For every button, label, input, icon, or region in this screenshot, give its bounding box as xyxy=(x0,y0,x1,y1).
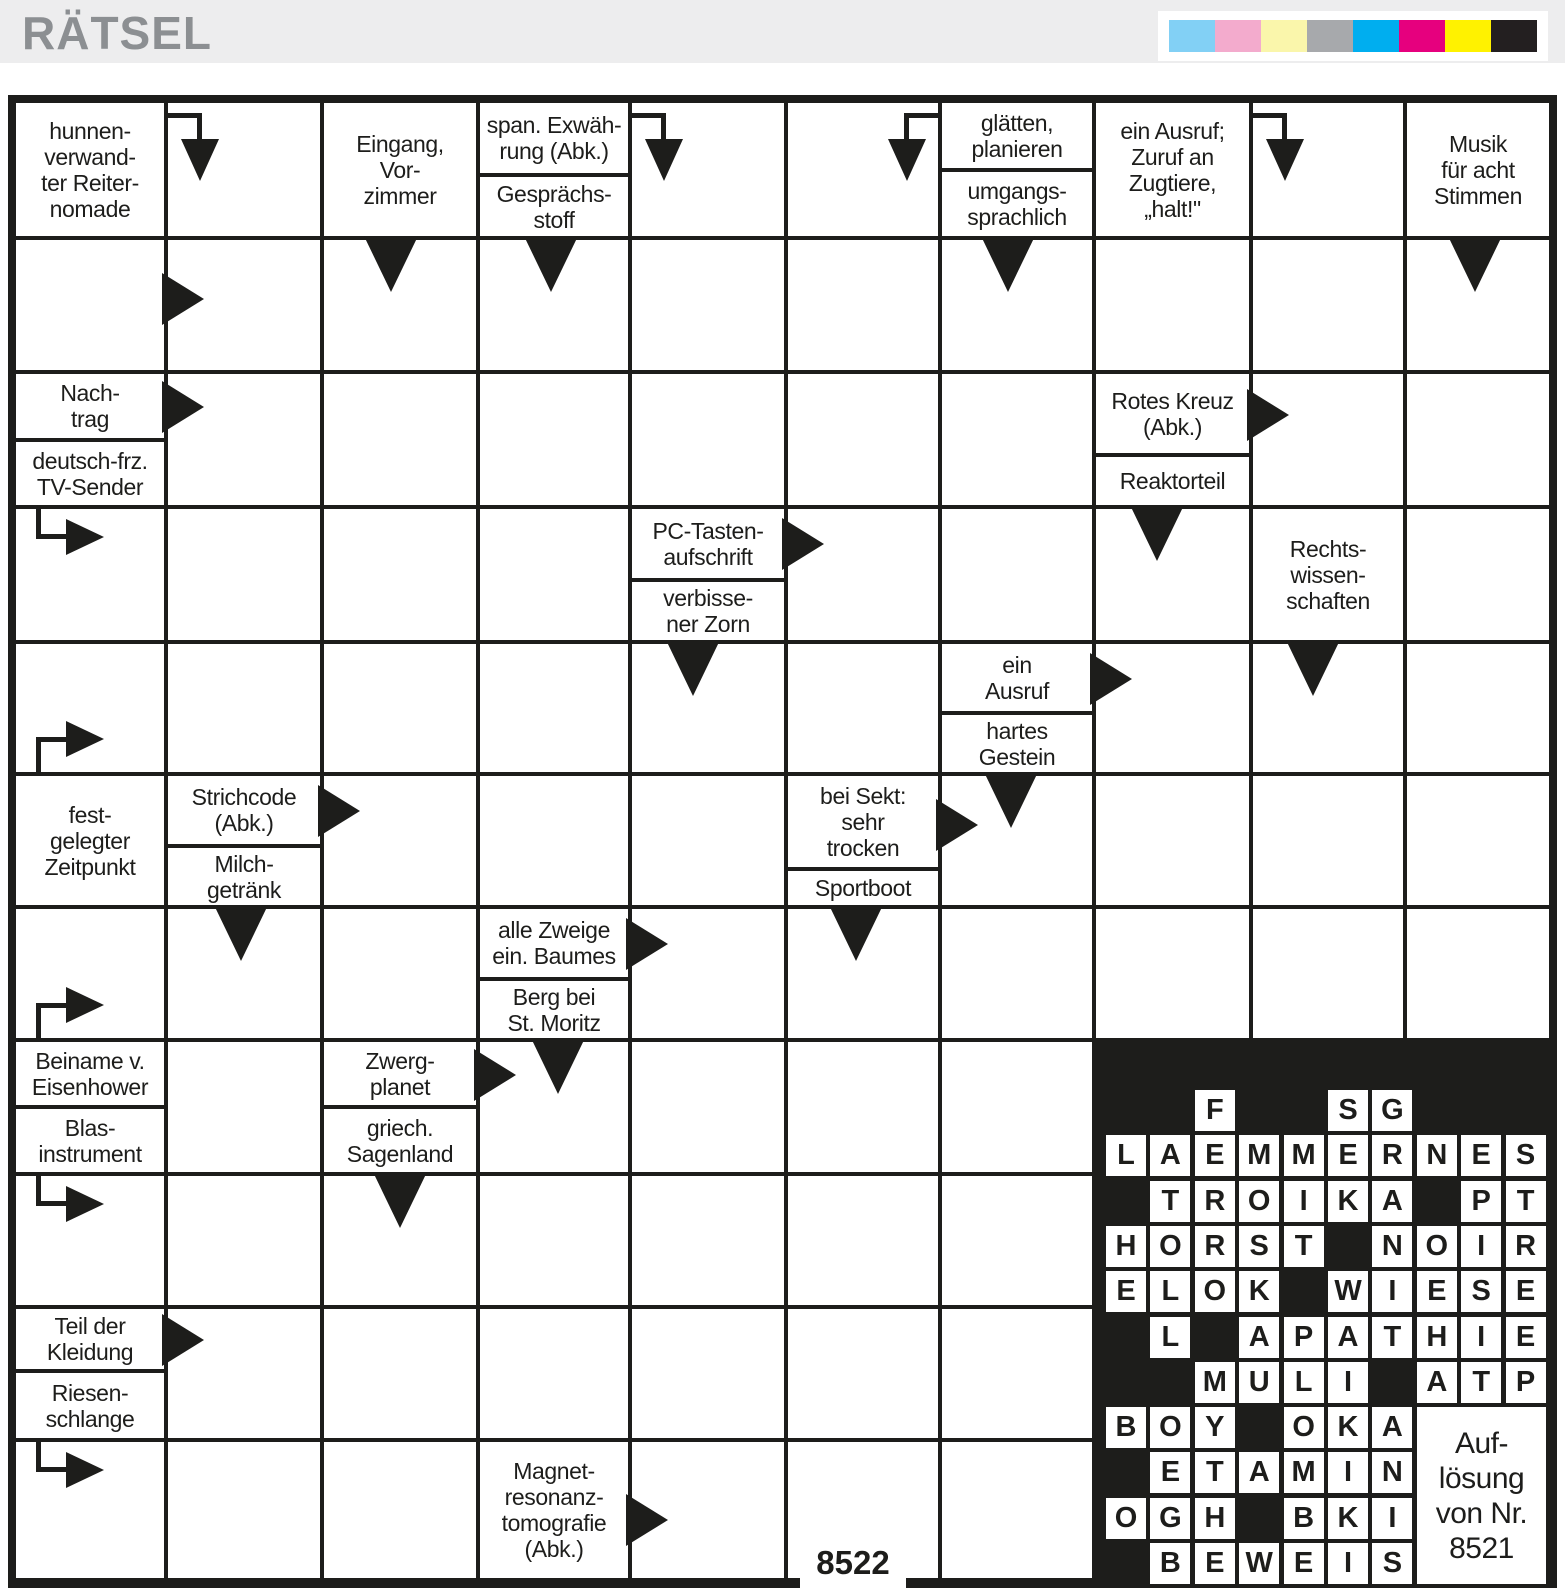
answer-cell[interactable] xyxy=(942,1309,1092,1438)
clue-text: fest- gelegter Zeitpunkt xyxy=(16,776,164,905)
clue-text: Gesprächs- stoff xyxy=(480,177,628,236)
solution-letter-cell: G xyxy=(1150,1498,1190,1539)
bent-line xyxy=(661,113,666,141)
bent-head xyxy=(1266,139,1304,181)
solution-letter-cell: I xyxy=(1461,1317,1501,1358)
clue-text: Berg bei St. Moritz xyxy=(480,981,628,1038)
clue-text: griech. Sagenland xyxy=(324,1109,476,1172)
solution-letter-cell: O xyxy=(1239,1181,1279,1222)
answer-cell[interactable] xyxy=(1253,776,1403,905)
solution-letter-cell: S xyxy=(1328,1090,1368,1131)
solution-letter-cell: E xyxy=(1417,1271,1457,1312)
bent-line xyxy=(904,113,942,118)
solution-letter-cell: E xyxy=(1150,1452,1190,1493)
clue-text: Riesen- schlange xyxy=(16,1373,164,1438)
solution-letter-cell: K xyxy=(1328,1407,1368,1448)
down-arrow-icon xyxy=(531,1038,585,1094)
solution-letter-cell: T xyxy=(1372,1317,1412,1358)
solution-letter-cell: E xyxy=(1506,1317,1546,1358)
down-arrow-icon xyxy=(1130,505,1184,561)
down-arrow-icon xyxy=(981,236,1035,292)
solution-letter-cell: E xyxy=(1106,1271,1146,1312)
clue-text: Teil der Kleidung xyxy=(16,1309,164,1369)
answer-cell[interactable] xyxy=(324,644,476,772)
solution-letter-cell: A xyxy=(1239,1452,1279,1493)
across-arrow-icon xyxy=(936,799,978,851)
bent-line xyxy=(197,113,202,141)
solution-letter-cell: O xyxy=(1150,1226,1190,1267)
solution-letter-cell: H xyxy=(1106,1226,1146,1267)
clue-text: Milch- getränk xyxy=(168,848,320,905)
answer-cell[interactable] xyxy=(788,240,938,370)
solution-letter-cell: E xyxy=(1506,1271,1546,1312)
answer-cell[interactable] xyxy=(16,240,164,370)
clue-text: PC-Tasten- aufschrift xyxy=(632,509,784,578)
solution-letter-cell: O xyxy=(1106,1498,1146,1539)
answer-cell[interactable] xyxy=(1253,240,1403,370)
bent-line xyxy=(904,113,909,141)
across-arrow-icon xyxy=(1090,653,1132,705)
answer-cell[interactable] xyxy=(788,1042,938,1172)
answer-cell[interactable] xyxy=(1253,909,1403,1038)
answer-cell[interactable] xyxy=(168,644,320,772)
clue-cell xyxy=(632,509,784,640)
answer-cell[interactable] xyxy=(942,1442,1092,1578)
solution-letter-cell: E xyxy=(1461,1135,1501,1176)
clue-cell xyxy=(788,776,938,905)
clue-text: hunnen- verwand- ter Reiter- nomade xyxy=(16,103,164,236)
solution-letter-cell: S xyxy=(1372,1543,1412,1584)
bent-line xyxy=(36,534,66,539)
bent-line xyxy=(36,1008,41,1042)
color-swatch xyxy=(1399,20,1445,52)
answer-cell[interactable] xyxy=(324,909,476,1038)
solution-letter-cell: N xyxy=(1372,1452,1412,1493)
solution-letter-cell: M xyxy=(1239,1135,1279,1176)
bent-head xyxy=(181,139,219,181)
solution-letter-cell: B xyxy=(1106,1407,1146,1448)
solution-letter-cell: W xyxy=(1328,1271,1368,1312)
answer-cell[interactable] xyxy=(324,509,476,640)
clue-text: ein Ausruf xyxy=(942,644,1092,711)
solution-letter-cell: P xyxy=(1461,1181,1501,1222)
clue-text: Reaktorteil xyxy=(1096,457,1249,505)
answer-cell[interactable] xyxy=(632,240,784,370)
bent-line xyxy=(36,1201,66,1206)
down-arrow-icon xyxy=(214,905,268,961)
clue-text: span. Exwäh- rung (Abk.) xyxy=(480,103,628,173)
color-swatch xyxy=(1307,20,1353,52)
bent-line xyxy=(36,742,41,776)
clue-cell xyxy=(16,776,164,905)
across-arrow-icon xyxy=(318,785,360,837)
across-arrow-icon xyxy=(162,381,204,433)
clue-cell xyxy=(942,644,1092,772)
clue-text: Nach- trag xyxy=(16,374,164,438)
clue-cell xyxy=(1253,509,1403,640)
clue-text: Strichcode (Abk.) xyxy=(168,776,320,844)
solution-letter-cell: T xyxy=(1506,1181,1546,1222)
solution-letter-cell: E xyxy=(1284,1543,1324,1584)
answer-cell[interactable] xyxy=(480,1176,628,1305)
solution-label: Auf- lösung von Nr. 8521 xyxy=(1417,1407,1546,1584)
solution-letter-cell: T xyxy=(1150,1181,1190,1222)
solution-letter-cell: I xyxy=(1372,1498,1412,1539)
solution-letter-cell: M xyxy=(1195,1362,1235,1403)
solution-letter-cell: I xyxy=(1328,1452,1368,1493)
solution-letter-cell: A xyxy=(1372,1181,1412,1222)
clue-text: Musik für acht Stimmen xyxy=(1407,103,1549,236)
answer-cell[interactable] xyxy=(1096,909,1249,1038)
solution-letter-cell: R xyxy=(1195,1181,1235,1222)
answer-cell[interactable] xyxy=(1407,909,1549,1038)
clue-cell xyxy=(324,103,476,236)
answer-cell[interactable] xyxy=(480,776,628,905)
answer-cell[interactable] xyxy=(942,1176,1092,1305)
solution-letter-cell: Y xyxy=(1195,1407,1235,1448)
solution-letter-cell: R xyxy=(1372,1135,1412,1176)
bent-line xyxy=(1282,113,1287,141)
solution-letter-cell: I xyxy=(1461,1226,1501,1267)
clue-cell xyxy=(480,1442,628,1578)
solution-letter-cell: E xyxy=(1195,1543,1235,1584)
solution-letter-cell: A xyxy=(1372,1407,1412,1448)
answer-cell[interactable] xyxy=(480,509,628,640)
solution-letter-cell: O xyxy=(1284,1407,1324,1448)
across-arrow-icon xyxy=(626,1494,668,1546)
solution-letter-cell: L xyxy=(1150,1317,1190,1358)
down-arrow-icon xyxy=(373,1172,427,1228)
solution-letter-cell: A xyxy=(1150,1135,1190,1176)
solution-letter-cell: N xyxy=(1417,1135,1457,1176)
color-swatch xyxy=(1491,20,1537,52)
answer-cell[interactable] xyxy=(480,1309,628,1438)
bent-line xyxy=(36,1467,66,1472)
clue-cell xyxy=(480,103,628,236)
clue-cell xyxy=(168,776,320,905)
clue-text: hartes Gestein xyxy=(942,715,1092,772)
color-swatch xyxy=(1353,20,1399,52)
answer-cell[interactable] xyxy=(788,1176,938,1305)
bent-head xyxy=(888,139,926,181)
color-swatch xyxy=(1445,20,1491,52)
clue-cell xyxy=(16,103,164,236)
clue-text: Beiname v. Eisenhower xyxy=(16,1042,164,1105)
solution-letter-cell: R xyxy=(1506,1226,1546,1267)
solution-letter-cell: I xyxy=(1284,1181,1324,1222)
color-swatches xyxy=(1169,20,1537,52)
solution-letter-cell: S xyxy=(1239,1226,1279,1267)
answer-cell[interactable] xyxy=(632,1042,784,1172)
solution-letter-cell: I xyxy=(1328,1543,1368,1584)
solution-letter-cell: W xyxy=(1239,1543,1279,1584)
answer-cell[interactable] xyxy=(788,644,938,772)
answer-cell[interactable] xyxy=(168,1176,320,1305)
across-arrow-icon xyxy=(162,273,204,325)
down-arrow-icon xyxy=(1286,640,1340,696)
bent-head xyxy=(66,1452,104,1488)
across-arrow-icon xyxy=(474,1049,516,1101)
clue-text: alle Zweige ein. Baumes xyxy=(480,909,628,977)
answer-cell[interactable] xyxy=(1407,644,1549,772)
answer-cell[interactable] xyxy=(324,374,476,505)
solution-letter-cell: A xyxy=(1328,1317,1368,1358)
bent-line xyxy=(36,1003,66,1008)
solution-letter-cell: L xyxy=(1106,1135,1146,1176)
solution-letter-cell: I xyxy=(1372,1271,1412,1312)
solution-letter-cell: O xyxy=(1150,1407,1190,1448)
clue-text: Rechts- wissen- schaften xyxy=(1253,509,1403,640)
solution-letter-cell: R xyxy=(1195,1226,1235,1267)
solution-letter-cell: L xyxy=(1150,1271,1190,1312)
solution-letter-cell: K xyxy=(1328,1498,1368,1539)
answer-cell[interactable] xyxy=(942,909,1092,1038)
clue-text: Sportboot xyxy=(788,871,938,905)
across-arrow-icon xyxy=(162,1314,204,1366)
answer-cell[interactable] xyxy=(480,644,628,772)
answer-cell[interactable] xyxy=(1096,776,1249,905)
down-arrow-icon xyxy=(984,772,1038,828)
answer-cell[interactable] xyxy=(632,1176,784,1305)
solution-letter-cell: E xyxy=(1328,1135,1368,1176)
solution-letter-cell: I xyxy=(1328,1362,1368,1403)
solution-letter-cell: H xyxy=(1195,1498,1235,1539)
solution-letter-cell: T xyxy=(1284,1226,1324,1267)
solution-letter-cell: B xyxy=(1150,1543,1190,1584)
clue-text: bei Sekt: sehr trocken xyxy=(788,776,938,867)
color-swatch xyxy=(1169,20,1215,52)
solution-letter-cell: L xyxy=(1284,1362,1324,1403)
clue-cell xyxy=(1096,374,1249,505)
bent-head xyxy=(66,519,104,555)
clue-text: Zwerg- planet xyxy=(324,1042,476,1105)
clue-text: ein Ausruf; Zuruf an Zugtiere, „halt!" xyxy=(1096,103,1249,236)
clue-text: umgangs- sprachlich xyxy=(942,172,1092,236)
across-arrow-icon xyxy=(626,918,668,970)
clue-cell xyxy=(324,1042,476,1172)
down-arrow-icon xyxy=(829,905,883,961)
answer-cell[interactable] xyxy=(1407,776,1549,905)
answer-cell[interactable] xyxy=(324,1309,476,1438)
answer-cell[interactable] xyxy=(942,1042,1092,1172)
bent-head xyxy=(66,987,104,1023)
answer-cell[interactable] xyxy=(168,1042,320,1172)
solution-letter-cell: O xyxy=(1417,1226,1457,1267)
solution-letter-cell: H xyxy=(1417,1317,1457,1358)
solution-letter-cell: U xyxy=(1239,1362,1279,1403)
solution-letter-cell: T xyxy=(1195,1452,1235,1493)
solution-letter-cell: M xyxy=(1284,1452,1324,1493)
solution-letter-cell: T xyxy=(1461,1362,1501,1403)
answer-cell[interactable] xyxy=(1096,240,1249,370)
answer-cell[interactable] xyxy=(788,1309,938,1438)
down-arrow-icon xyxy=(666,640,720,696)
clue-cell xyxy=(16,1309,164,1438)
clue-text: glätten, planieren xyxy=(942,103,1092,168)
solution-letter-cell: A xyxy=(1417,1362,1457,1403)
solution-letter-cell: E xyxy=(1195,1135,1235,1176)
bent-head xyxy=(66,1186,104,1222)
color-bar xyxy=(1158,11,1548,61)
color-swatch xyxy=(1215,20,1261,52)
puzzle-number: 8522 xyxy=(816,1544,890,1581)
bent-head xyxy=(66,721,104,757)
solution-letter-cell: S xyxy=(1506,1135,1546,1176)
bent-head xyxy=(645,139,683,181)
solution-letter-cell: G xyxy=(1372,1090,1412,1131)
solution-letter-cell: P xyxy=(1284,1317,1324,1358)
clue-cell xyxy=(480,909,628,1038)
clue-text: Blas- instrument xyxy=(16,1109,164,1172)
across-arrow-icon xyxy=(782,518,824,570)
clue-text: deutsch-frz. TV-Sender xyxy=(16,442,164,505)
down-arrow-icon xyxy=(524,236,578,292)
across-arrow-icon xyxy=(1247,389,1289,441)
solution-letter-cell: F xyxy=(1195,1090,1235,1131)
bent-line xyxy=(36,737,66,742)
solution-letter-cell: M xyxy=(1284,1135,1324,1176)
crossword-grid xyxy=(8,95,1557,1588)
solution-letter-cell: O xyxy=(1195,1271,1235,1312)
solution-letter-cell: S xyxy=(1461,1271,1501,1312)
answer-cell[interactable] xyxy=(632,374,784,505)
clue-cell xyxy=(16,1042,164,1172)
down-arrow-icon xyxy=(364,236,418,292)
clue-text: verbisse- ner Zorn xyxy=(632,582,784,640)
solution-letter-cell: B xyxy=(1284,1498,1324,1539)
answer-cell[interactable] xyxy=(168,509,320,640)
answer-cell[interactable] xyxy=(632,776,784,905)
color-swatch xyxy=(1261,20,1307,52)
answer-cell[interactable] xyxy=(168,1442,320,1578)
answer-cell[interactable] xyxy=(1407,509,1549,640)
answer-cell[interactable] xyxy=(632,1309,784,1438)
solution-letter-cell: P xyxy=(1506,1362,1546,1403)
down-arrow-icon xyxy=(1448,236,1502,292)
clue-cell xyxy=(16,374,164,505)
clue-text: Rotes Kreuz (Abk.) xyxy=(1096,374,1249,453)
solution-letter-cell: K xyxy=(1328,1181,1368,1222)
clue-cell xyxy=(1096,103,1249,236)
solution-letter-cell: N xyxy=(1372,1226,1412,1267)
answer-cell[interactable] xyxy=(942,509,1092,640)
answer-cell[interactable] xyxy=(942,374,1092,505)
answer-cell[interactable] xyxy=(480,374,628,505)
solution-letter-cell: A xyxy=(1239,1317,1279,1358)
clue-cell xyxy=(1407,103,1549,236)
answer-cell[interactable] xyxy=(788,374,938,505)
page-title: RÄTSEL xyxy=(22,7,212,59)
clue-cell xyxy=(942,103,1092,236)
answer-cell[interactable] xyxy=(324,1442,476,1578)
solution-letter-cell: K xyxy=(1239,1271,1279,1312)
answer-cell[interactable] xyxy=(1407,374,1549,505)
clue-text: Magnet- resonanz- tomografie (Abk.) xyxy=(480,1442,628,1578)
clue-text: Eingang, Vor- zimmer xyxy=(324,103,476,236)
